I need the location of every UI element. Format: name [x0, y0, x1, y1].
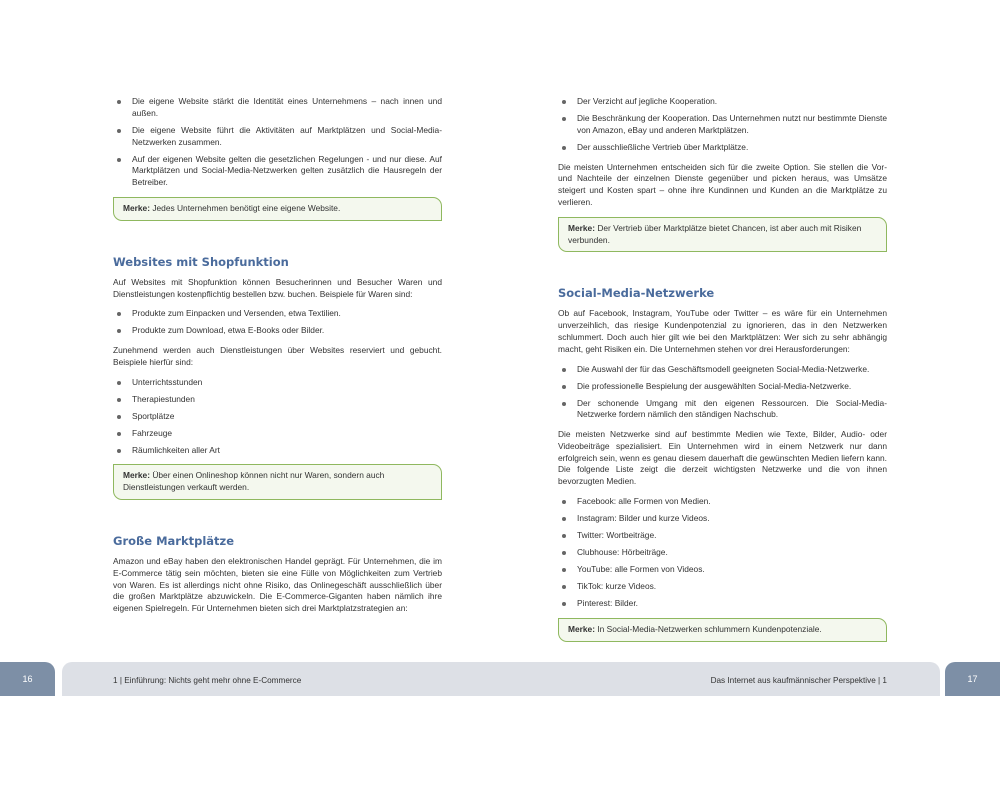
- section-heading-marktplaetze: Große Marktplätze: [113, 534, 235, 549]
- paragraph: Amazon und eBay haben den elektronischen Handel geprägt. Für Unternehmen, die im E-Commerce tätig sein möchten, bieten sie eine Fülle von Möglichkeiten zum Vertrieb von Waren. Es ist allerdings nicht ohne Risiko, das Onlinegeschäft ausschließlich über die großen Marktplätze abzuwickeln. Die E-Commerce-Giganten haben nämlich ihre eigenen Spielregeln. Für Unternehmen bieten sich drei Marktplatzstrategien an:: [113, 556, 442, 614]
- waren-bullet-list: [113, 308, 442, 337]
- section-heading-shopfunktion: Websites mit Shopfunktion: [113, 254, 289, 269]
- list-item: Instagram: Bilder und kurze Videos.: [558, 513, 887, 525]
- paragraph: Auf Websites mit Shopfunktion können Besucherinnen und Besucher Waren und Dienstleistungen kostenpflichtig bestellen bzw. buchen. Beispiele für Waren sind:: [113, 276, 442, 299]
- intro-bullet-list: [113, 96, 442, 189]
- list-item: Räumlichkeiten aller Art: [113, 445, 442, 457]
- merke-box: [113, 464, 442, 500]
- list-item: Der Verzicht auf jegliche Kooperation.: [558, 96, 887, 108]
- networks-bullet-list: [558, 496, 887, 610]
- list-item: Die eigene Website stärkt die Identität eines Unternehmens – nach innen und außen.: [113, 96, 442, 120]
- paragraph: Ob auf Facebook, Instagram, YouTube oder Twitter – es wäre für ein Unternehmen unverzeihlich, das riesige Kundenpotenzial zu ignorieren, das in den Netzwerken schlummert. Doch auch hier gilt wie bei den Marktplätzen: Wer sich zu sehr abhängig macht, geht Risiken ein. Die Unternehmen stehen vor drei Herausforderungen:: [558, 308, 887, 354]
- list-item: Der ausschließliche Vertrieb über Marktplätze.: [558, 142, 887, 154]
- right-page-column: [558, 96, 887, 642]
- list-item: Produkte zum Einpacken und Versenden, etwa Textilien.: [113, 308, 442, 320]
- section-heading-social-media: Social-Media-Netzwerke: [558, 286, 715, 301]
- paragraph: Zunehmend werden auch Dienstleistungen über Websites reserviert und gebucht. Beispiele hierfür sind:: [113, 345, 442, 367]
- merke-text: Jedes Unternehmen benötigt eine eigene Website.: [150, 202, 341, 213]
- list-item: Der schonende Umgang mit den eigenen Ressourcen. Die Social-Media-Netzwerke fordern nämlich den ständigen Nachschub.: [558, 398, 887, 422]
- list-item: Clubhouse: Hörbeiträge.: [558, 547, 887, 559]
- merke-label: Merke:: [123, 470, 150, 481]
- merke-label: Merke:: [568, 222, 595, 233]
- left-page-column: [113, 96, 442, 623]
- list-item: Die Auswahl der für das Geschäftsmodell geeigneten Social-Media-Netzwerke.: [558, 364, 887, 376]
- page-number-left: 16: [0, 662, 55, 696]
- list-item: Sportplätze: [113, 411, 442, 423]
- list-item: Die eigene Website führt die Aktivitäten auf Marktplätzen und Social-Media-Netzwerken zusammen.: [113, 125, 442, 149]
- list-item: Auf der eigenen Website gelten die gesetzlichen Regelungen - und nur diese. Auf Marktplätzen und Social-Media-Netzwerken gelten zusätzlich die Hausregeln der Betreiber.: [113, 154, 442, 189]
- paragraph: Die meisten Netzwerke sind auf bestimmte Medien wie Texte, Bilder, Audio- oder Videobeiträge spezialisiert. Ein Unternehmen wird in einem Netzwerk nur dann erfolgreich sein, wenn es genau diesem dauerhaft die gewünschten Medien liefern kann. Die folgende Liste zeigt die derzeit wichtigsten Netzwerke und die von ihnen bevorzugten Medien.: [558, 429, 887, 487]
- list-item: YouTube: alle Formen von Videos.: [558, 564, 887, 576]
- list-item: Die Beschränkung der Kooperation. Das Unternehmen nutzt nur bestimmte Dienste von Amazon, eBay und anderen Marktplätzen.: [558, 113, 887, 137]
- list-item: Fahrzeuge: [113, 428, 442, 440]
- merke-label: Merke:: [568, 623, 595, 634]
- merke-text: In Social-Media-Netzwerken schlummern Kundenpotenziale.: [595, 623, 822, 634]
- list-item: Therapiestunden: [113, 394, 442, 406]
- merke-box: [558, 618, 887, 642]
- paragraph: Die meisten Unternehmen entscheiden sich für die zweite Option. Sie stellen die Vor- und Nachteile der einzelnen Dienste gegenüber und picken heraus, was Umsätze steigert und Kosten spart – ohne ihre Kundinnen und Kunden an die Marktplätze zu verlieren.: [558, 161, 887, 207]
- list-item: TikTok: kurze Videos.: [558, 581, 887, 593]
- list-item: Facebook: alle Formen von Medien.: [558, 496, 887, 508]
- merke-box: [558, 217, 887, 253]
- list-item: Die professionelle Bespielung der ausgewählten Social-Media-Netzwerke.: [558, 381, 887, 393]
- list-item: Pinterest: Bilder.: [558, 598, 887, 610]
- list-item: Unterrichtsstunden: [113, 377, 442, 389]
- list-item: Produkte zum Download, etwa E-Books oder Bilder.: [113, 325, 442, 337]
- merke-text: Der Vertrieb über Marktplätze bietet Chancen, ist aber auch mit Risiken verbunden.: [568, 222, 862, 245]
- list-item: Twitter: Wortbeiträge.: [558, 530, 887, 542]
- dienstleistungen-bullet-list: [113, 377, 442, 457]
- footer-chapter-right: Das Internet aus kaufmännischer Perspektive | 1: [710, 676, 887, 685]
- challenges-bullet-list: [558, 364, 887, 422]
- merke-text: Über einen Onlineshop können nicht nur Waren, sondern auch Dienstleistungen verkauft werden.: [123, 470, 385, 493]
- merke-label: Merke:: [123, 202, 150, 213]
- page-number-right: 17: [945, 662, 1000, 696]
- footer-chapter-left: 1 | Einführung: Nichts geht mehr ohne E-Commerce: [113, 676, 302, 685]
- strategy-bullet-list: [558, 96, 887, 154]
- merke-box: [113, 197, 442, 221]
